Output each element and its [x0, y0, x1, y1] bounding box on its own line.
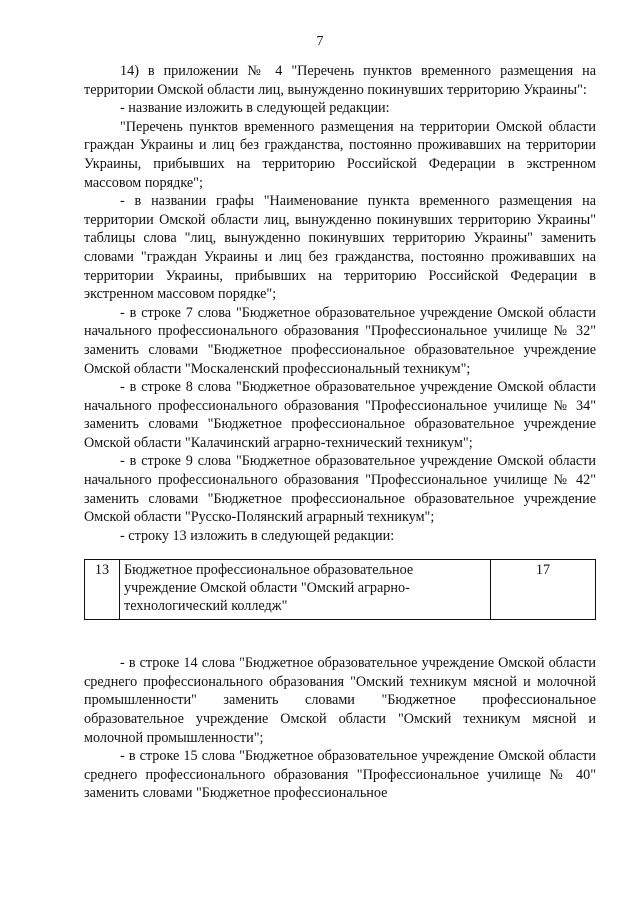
- column-rename-instruction: - в названии графы "Наименование пункта временного размещения на территории Омской области лиц, вынужденно покинувших территорию Украины" таблицы слова "лиц, вынужденно покинувших территорию Украины" заменить словами "граждан Украины и лиц без гражданства, постоянно проживавших на территории Украины, прибывших на территорию Российской Федерации в экстренном массовом порядке";: [84, 193, 596, 303]
- row-number-cell: 13: [85, 560, 120, 620]
- row-13-instruction: - строку 13 изложить в следующей редакции:: [120, 527, 395, 544]
- row-15-instruction: - в строке 15 слова "Бюджетное образовательное учреждение Омской области среднего профессионального образования "Профессиональное училище № 40" заменить словами "Бюджетное профессиональное: [84, 748, 596, 802]
- row-13-table-wrapper: [84, 559, 596, 620]
- page-number: 7: [316, 34, 324, 49]
- table-row: [85, 560, 596, 620]
- row-13-table: [84, 559, 596, 620]
- item-14-heading: 14) в приложении № 4 "Перечень пунктов временного размещения на территории Омской области лиц, вынужденно покинувших территорию Украины":: [84, 63, 596, 98]
- document-body: [84, 62, 596, 803]
- row-8-instruction: - в строке 8 слова "Бюджетное образовательное учреждение Омской области начального профессионального образования "Профессиональное училище № 34" заменить словами "Бюджетное профессиональное образовательное учреждение Омской области "Калачинский аграрно-технический техникум";: [84, 379, 596, 451]
- row-7-instruction: - в строке 7 слова "Бюджетное образовательное учреждение Омской области начального профессионального образования "Профессиональное училище № 32" заменить словами "Бюджетное профессиональное образовательное учреждение Омской области "Москаленский профессиональный техникум";: [84, 304, 596, 377]
- row-14-instruction: - в строке 14 слова "Бюджетное образовательное учреждение Омской области среднего профессионального образования "Омский техникум мясной и молочной промышленности" заменить словами "Бюджетное профессиональное образовательное учреждение Омской области "Омский техникум мясной и молочной промышленности";: [84, 655, 596, 746]
- facility-name-cell: Бюджетное профессиональное образовательное учреждение Омской области "Омский аграрно-технологический колледж": [120, 560, 491, 620]
- rename-instruction: - название изложить в следующей редакции:: [120, 100, 390, 117]
- new-title-text: "Перечень пунктов временного размещения на территории Омской области граждан Украины и лиц без гражданства, постоянно проживавших на территории Украины, прибывших на территорию Российской Федерации в экстренном массовом порядке";: [84, 118, 596, 191]
- capacity-cell: 17: [491, 560, 596, 620]
- row-9-instruction: - в строке 9 слова "Бюджетное образовательное учреждение Омской области начального профессионального образования "Профессиональное училище № 42" заменить словами "Бюджетное профессиональное образовательное учреждение Омской области "Русско-Полянский аграрный техникум";: [84, 453, 596, 526]
